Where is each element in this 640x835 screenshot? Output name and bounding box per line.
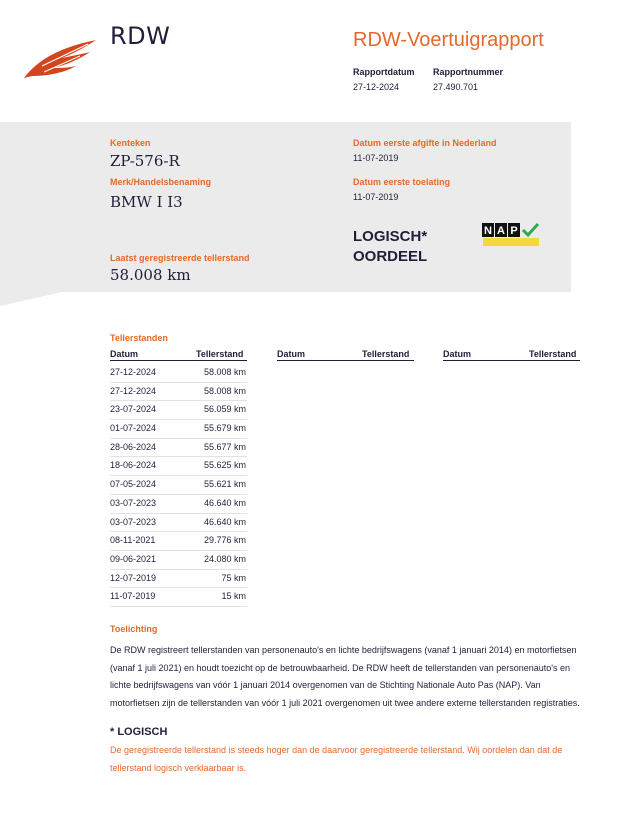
row-km: 55.625 km bbox=[203, 460, 246, 471]
row-km: 56.059 km bbox=[203, 404, 246, 415]
rdw-logo-icon bbox=[22, 36, 98, 80]
table-row bbox=[110, 532, 247, 551]
svg-text:P: P bbox=[510, 225, 518, 237]
first-nl-value: 11-07-2019 bbox=[353, 153, 399, 163]
table-row bbox=[110, 383, 247, 402]
col-header-divider-1 bbox=[110, 360, 247, 361]
row-date: 07-05-2024 bbox=[110, 479, 157, 490]
table-row bbox=[110, 364, 247, 383]
plate-label: Kenteken bbox=[110, 138, 151, 148]
table-row bbox=[110, 514, 247, 533]
first-admission-label: Datum eerste toelating bbox=[353, 177, 451, 187]
row-km: 46.640 km bbox=[203, 516, 246, 527]
brand-value: BMW I I3 bbox=[110, 193, 183, 211]
col-header-divider-2 bbox=[277, 360, 414, 361]
col-date-header-1: Datum bbox=[110, 349, 139, 359]
row-km: 29.776 km bbox=[203, 535, 246, 546]
col-reading-header-1: Tellerstand bbox=[196, 349, 244, 359]
row-date: 28-06-2024 bbox=[110, 441, 157, 452]
odometer-section-title: Tellerstanden bbox=[110, 333, 168, 343]
col-reading-header-2: Tellerstand bbox=[362, 349, 410, 359]
row-date: 01-07-2024 bbox=[110, 423, 157, 434]
logisch-footnote-text: De geregistreerde tellerstand is steeds hoger dan de daarvoor geregistreerde tellerstand. Wij oordelen dan dat de tellerstand logisch verklaarbaar is. bbox=[110, 745, 563, 773]
report-title: RDW-Voertuigrapport bbox=[353, 29, 544, 51]
table-row bbox=[110, 457, 247, 476]
verdict-line-1: LOGISCH* bbox=[353, 228, 428, 245]
svg-text:A: A bbox=[497, 225, 505, 237]
last-odometer-value: 58.008 km bbox=[110, 266, 191, 284]
explanation-body: De RDW registreert tellerstanden van personenauto's en lichte bedrijfswagens (vanaf 1 januari 2014) en motorfietsen (vanaf 1 juli 2021) en houdt toezicht op de betrouwbaarheid. De RDW heeft de tellerstanden van personenauto's en lichte bedrijfswagens van vóór 1 januari 2014 overgenomen van de Stichting Nationale Auto Pas (NAP). Van motorfietsen zijn de tellerstanden van vóór 1 juli 2021 overgenomen uit twee andere externe tellerstanden registraties. bbox=[110, 645, 580, 708]
table-row bbox=[110, 551, 247, 570]
last-odometer-label: Laatst geregistreerde tellerstand bbox=[110, 253, 250, 263]
table-row bbox=[110, 570, 247, 589]
row-km: 75 km bbox=[221, 572, 246, 583]
table-row bbox=[110, 476, 247, 495]
logo-text: RDW bbox=[110, 22, 171, 50]
row-date: 03-07-2023 bbox=[110, 497, 157, 508]
svg-text:N: N bbox=[484, 225, 492, 237]
explanation-title: Toelichting bbox=[110, 624, 158, 634]
table-row bbox=[110, 401, 247, 420]
row-km: 55.679 km bbox=[203, 423, 246, 434]
row-date: 03-07-2023 bbox=[110, 516, 157, 527]
first-admission-value: 11-07-2019 bbox=[353, 192, 399, 202]
row-km: 58.008 km bbox=[203, 385, 246, 396]
brand-label: Merk/Handelsbenaming bbox=[110, 177, 212, 187]
row-date: 27-12-2024 bbox=[110, 367, 157, 377]
row-date: 23-07-2024 bbox=[110, 404, 157, 415]
row-date: 27-12-2024 bbox=[110, 385, 157, 396]
row-date: 11-07-2019 bbox=[110, 591, 156, 602]
panel-notch bbox=[0, 292, 62, 306]
first-nl-label: Datum eerste afgifte in Nederland bbox=[353, 138, 497, 148]
row-km: 46.640 km bbox=[203, 497, 246, 508]
plate-value: ZP-576-R bbox=[110, 152, 180, 170]
row-date: 08-11-2021 bbox=[110, 535, 156, 546]
table-row bbox=[110, 588, 247, 607]
report-number-value: 27.490.701 bbox=[433, 82, 479, 92]
row-date: 12-07-2019 bbox=[110, 572, 157, 583]
col-header-divider-3 bbox=[443, 360, 580, 361]
table-row bbox=[110, 495, 247, 514]
row-km: 55.677 km bbox=[203, 441, 246, 452]
nap-logo-icon bbox=[481, 222, 541, 247]
verdict-line-2: OORDEEL bbox=[353, 248, 428, 265]
col-date-header-3: Datum bbox=[443, 349, 472, 359]
col-date-header-2: Datum bbox=[277, 349, 306, 359]
table-row bbox=[110, 420, 247, 439]
row-date: 09-06-2021 bbox=[110, 553, 157, 564]
verdict bbox=[353, 227, 473, 267]
row-km: 15 km bbox=[221, 591, 246, 602]
report-number-label: Rapportnummer bbox=[433, 67, 504, 77]
row-km: 24.080 km bbox=[203, 553, 246, 564]
report-date-value: 27-12-2024 bbox=[353, 82, 400, 92]
report-date-label: Rapportdatum bbox=[353, 67, 415, 77]
logisch-footnote-title: * LOGISCH bbox=[110, 726, 168, 738]
row-km: 55.621 km bbox=[203, 479, 246, 490]
odometer-rows bbox=[110, 364, 247, 607]
table-row bbox=[110, 439, 247, 458]
row-date: 18-06-2024 bbox=[110, 460, 157, 471]
row-km: 58.008 km bbox=[203, 367, 246, 377]
col-reading-header-3: Tellerstand bbox=[529, 349, 577, 359]
